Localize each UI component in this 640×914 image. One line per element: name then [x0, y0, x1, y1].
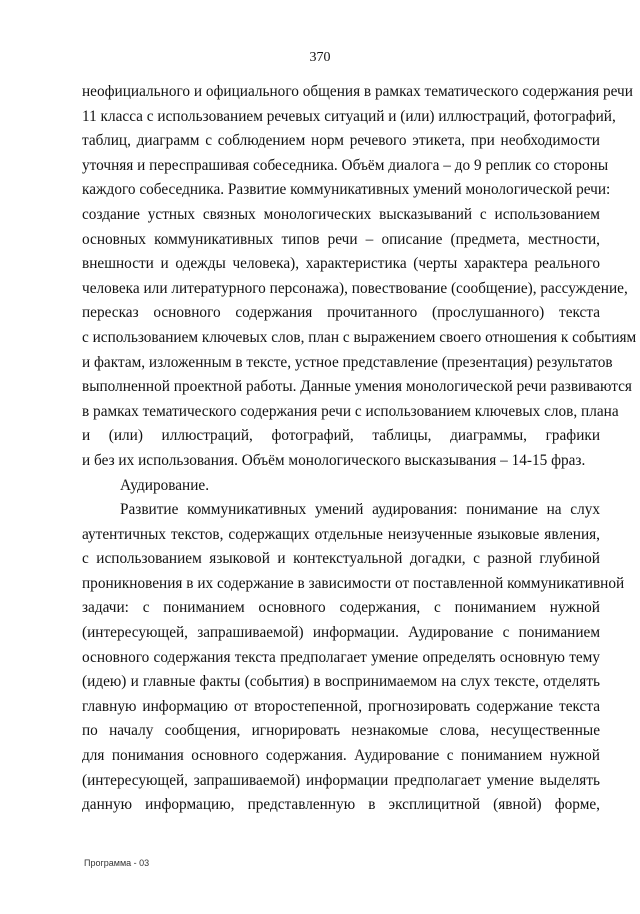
text-line: каждого собеседника. Развитие коммуникативных умений монологической речи: — [82, 181, 611, 199]
paragraph-1 — [82, 80, 637, 474]
text-line: данную информацию, представленную в эксплицитной (явной) форме, — [82, 796, 600, 814]
text-line: с использованием ключевых слов, план с выражением своего отношения к событиям — [82, 328, 637, 346]
text-line: выполненной проектной работы. Данные умения монологической речи развиваются — [82, 378, 632, 396]
paragraph-2 — [82, 498, 625, 818]
text-line: и (или) иллюстраций, фотографий, таблицы, диаграммы, графики — [82, 427, 600, 445]
text-line: пересказ основного содержания прочитанного (прослушанного) текста — [82, 304, 600, 322]
text-line: уточняя и переспрашивая собеседника. Объём диалога – до 9 реплик со стороны — [82, 156, 609, 174]
text-line: основных коммуникативных типов речи – описание (предмета, местности, — [82, 230, 600, 248]
text-line: (интересующей, запрашиваемой) информации. Аудирование с пониманием — [82, 624, 600, 642]
text-line: неофициального и официального общения в рамках тематического содержания речи — [82, 83, 633, 100]
text-line: проникновения в их содержание в зависимости от поставленной коммуникативной — [82, 574, 625, 592]
text-line: (интересующей, запрашиваемой) информации предполагает умение выделять — [82, 771, 600, 789]
text-line: 11 класса с использованием речевых ситуаций и (или) иллюстраций, фотографий, — [82, 107, 616, 125]
text-line: таблиц, диаграмм с соблюдением норм речевого этикета, при необходимости — [82, 132, 600, 150]
text-line: и без их использования. Объём монологического высказывания – 14-15 фраз. — [82, 451, 586, 469]
text-line: основного содержания текста предполагает умение определять основную тему — [82, 648, 600, 666]
text-line: по началу сообщения, игнорировать незнакомые слова, несущественные — [82, 722, 600, 740]
text-line: и фактам, изложенным в тексте, устное представление (презентация) результатов — [82, 353, 613, 371]
page-footer: Программа - 03 — [84, 858, 150, 868]
text-line: человека или литературного персонажа), повествование (сообщение), рассуждение, — [82, 279, 628, 297]
text-line: внешности и одежды человека), характеристика (черты характера реального — [82, 255, 600, 273]
text-line: задачи: с пониманием основного содержания, с пониманием нужной — [82, 599, 600, 617]
text-line: Развитие коммуникативных умений аудирования: понимание на слух — [120, 501, 600, 519]
text-line: главную информацию от второстепенной, прогнозировать содержание текста — [82, 697, 600, 715]
text-line: аутентичных текстов, содержащих отдельные неизученные языковые явления, — [82, 525, 600, 543]
text-line: для понимания основного содержания. Аудирование с пониманием нужной — [82, 747, 600, 765]
text-line: (идею) и главные факты (события) в воспринимаемом на слух тексте, отделять — [82, 673, 600, 691]
body-text — [82, 80, 637, 818]
section-heading: Аудирование. — [120, 476, 210, 494]
text-line: с использованием языковой и контекстуальной догадки, с разной глубиной — [82, 550, 600, 568]
page-number: 370 — [309, 50, 331, 65]
text-line: в рамках тематического содержания речи с использованием ключевых слов, плана — [82, 402, 619, 420]
text-line: создание устных связных монологических высказываний с использованием — [82, 205, 600, 223]
